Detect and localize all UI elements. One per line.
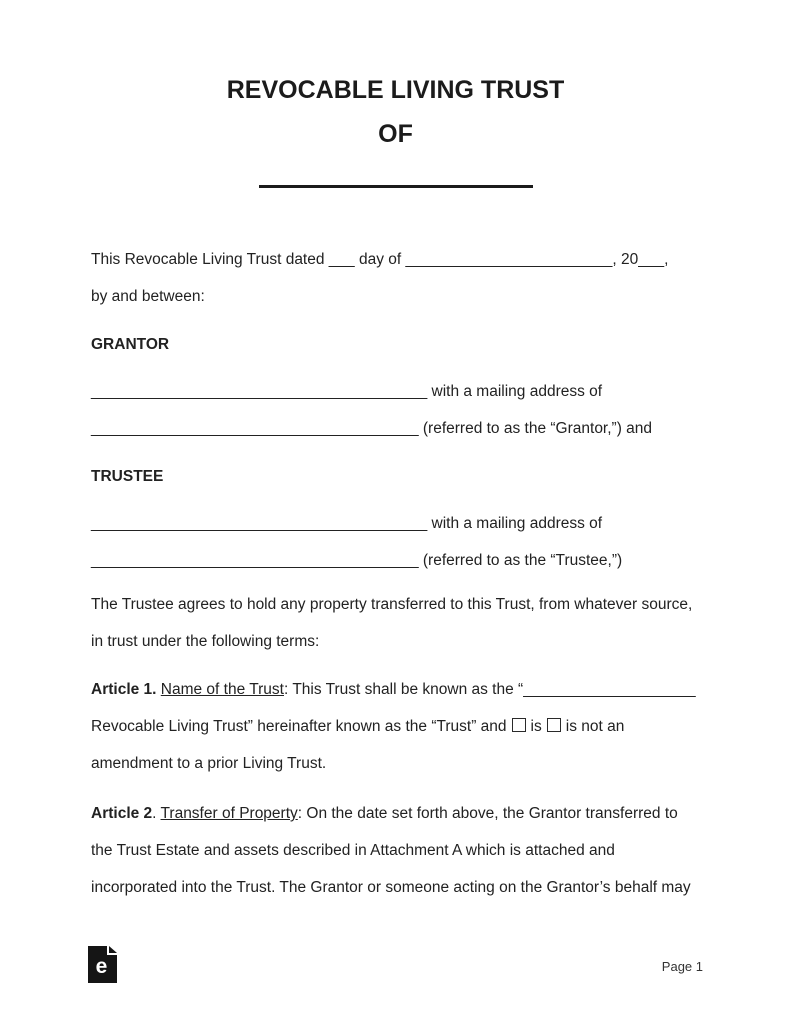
article2-separator: .	[152, 805, 161, 822]
article2-label: Article 2	[91, 805, 153, 822]
article1-label: Article 1.	[91, 681, 161, 698]
article1-line-3: amendment to a prior Living Trust.	[91, 755, 327, 772]
page-number: Page 1	[661, 959, 703, 974]
trustee-name-line	[91, 505, 700, 542]
document-content	[91, 241, 700, 906]
grantor-address-line-text: (referred to as the “Grantor,”) and	[418, 420, 653, 437]
trustee-name-blank: _______________________________________	[91, 515, 428, 532]
intro-line-2: by and between:	[91, 288, 205, 305]
article2-line-3: incorporated into the Trust. The Grantor or someone acting on the Grantor’s behalf may	[91, 879, 691, 896]
article2-text: : On the date set forth above, the Grantor transferred to	[297, 805, 678, 822]
article1-line-2	[91, 708, 700, 745]
intro-line-1: This Revocable Living Trust dated ___ day of ________________________, 20___,	[91, 251, 669, 268]
trustee-address-line	[91, 542, 700, 579]
trust-name-title-blank	[259, 185, 533, 188]
grantor-name-line	[91, 373, 700, 410]
article2-line-2: the Trust Estate and assets described in Attachment A which is attached and	[91, 842, 615, 859]
is-checkbox-label: is	[530, 718, 542, 735]
eforms-logo-icon	[88, 946, 117, 983]
grantor-address-blank: ______________________________________	[91, 420, 419, 437]
grantor-address-line	[91, 410, 700, 447]
article1-heading: Name of the Trust	[160, 681, 284, 698]
grantor-name-line-text: with a mailing address of	[427, 383, 603, 400]
article1-line-1	[91, 671, 700, 708]
trustee-address-blank: ______________________________________	[91, 552, 419, 569]
trust-is-amendment-checkbox[interactable]	[512, 718, 526, 732]
trust-name-blank: ____________________	[523, 681, 696, 698]
grantor-heading: GRANTOR	[91, 336, 170, 353]
document-title: REVOCABLE LIVING TRUST	[226, 76, 565, 104]
agreement-line-2: in trust under the following terms:	[91, 633, 320, 650]
eforms-logo-letter: e	[95, 955, 108, 978]
trustee-name-line-text: with a mailing address of	[427, 515, 603, 532]
article2-heading: Transfer of Property	[160, 805, 298, 822]
grantor-name-blank: _______________________________________	[91, 383, 428, 400]
article1-text: : This Trust shall be known as the “	[283, 681, 524, 698]
article1-line2-text: Revocable Living Trust” hereinafter known as the “Trust” and	[91, 718, 507, 735]
agreement-line-1: The Trustee agrees to hold any property transferred to this Trust, from whatever source,	[91, 596, 693, 613]
is-not-checkbox-label: is not an	[565, 718, 625, 735]
trust-is-not-amendment-checkbox[interactable]	[547, 718, 561, 732]
trustee-heading: TRUSTEE	[91, 468, 164, 485]
document-title-of: OF	[378, 120, 413, 148]
trustee-address-line-text: (referred to as the “Trustee,”)	[418, 552, 623, 569]
article2-line-1	[91, 795, 700, 832]
